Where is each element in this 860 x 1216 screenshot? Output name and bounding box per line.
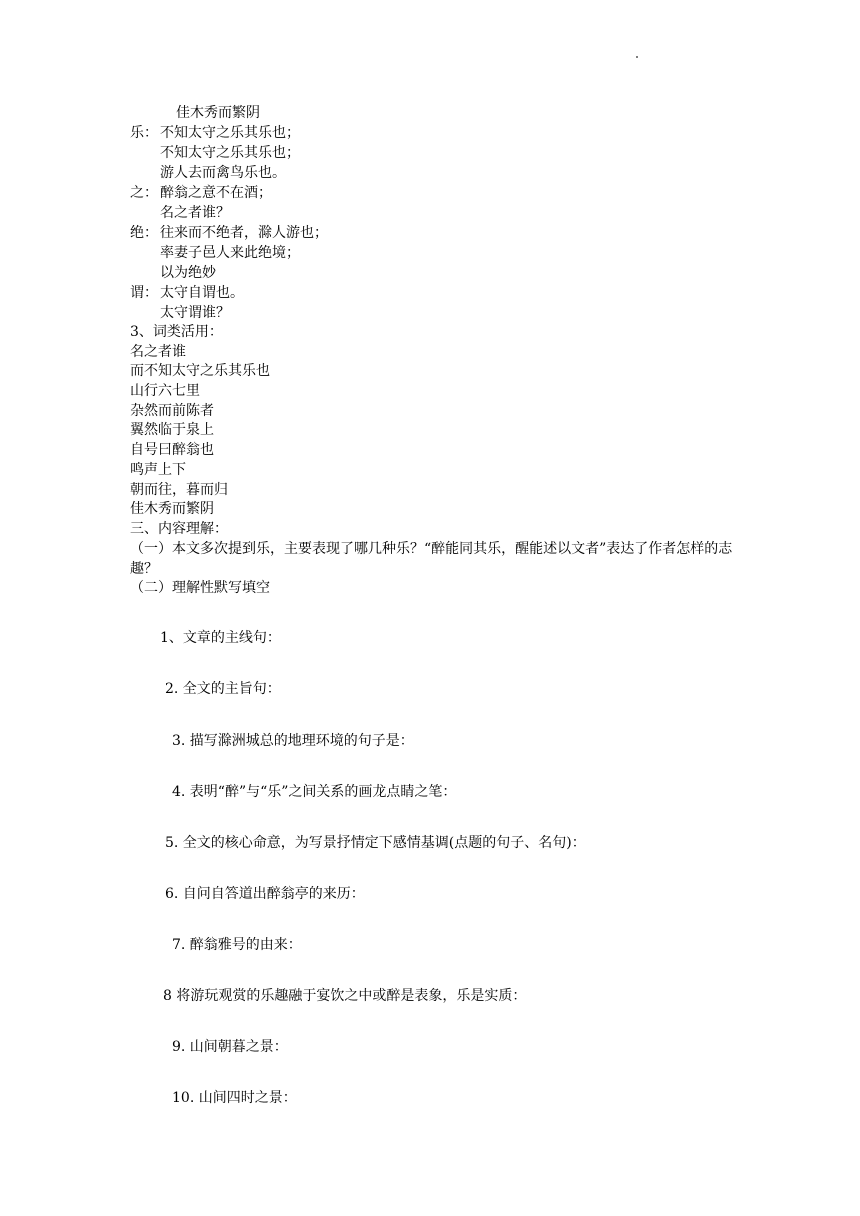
- fill-item: 7. 醉翁雅号的由来：: [172, 937, 302, 953]
- example-line: 以为绝妙: [160, 265, 216, 281]
- term-label-zhi: 之：: [130, 185, 158, 201]
- fill-item: 9. 山间朝暮之景：: [172, 1039, 288, 1055]
- term-label-jue: 绝：: [130, 225, 158, 241]
- fill-item: 10. 山间四时之景：: [172, 1090, 297, 1106]
- question-paragraph: （一）本文多次提到乐，主要表现了哪几种乐？“醉能同其乐，醒能述以文者”表达了作者怎样的志趣？: [130, 541, 733, 577]
- page-corner-mark: [636, 56, 638, 58]
- section-heading-content: 三、内容理解：: [130, 521, 228, 537]
- example-line: 率妻子邑人来此绝境；: [160, 245, 300, 261]
- list-item: 杂然而前陈者: [130, 403, 214, 419]
- subsection-heading: （二）理解性默写填空: [130, 580, 270, 596]
- section-heading-word-class: 3、词类活用：: [130, 324, 223, 340]
- fill-item: 1、文章的主线句：: [160, 630, 281, 646]
- fill-item: 2. 全文的主旨句：: [165, 681, 281, 697]
- list-item: 佳木秀而繁阴: [130, 501, 214, 517]
- example-line: 太守谓谁？: [160, 305, 230, 321]
- example-line: 太守自谓也。: [160, 285, 244, 301]
- list-item: 朝而往，暮而归: [130, 482, 228, 498]
- fill-item: 8 将游玩观赏的乐趣融于宴饮之中或醉是表象，乐是实质：: [163, 988, 527, 1004]
- list-item: 翼然临于泉上: [130, 422, 214, 438]
- example-line: 醉翁之意不在酒；: [160, 185, 272, 201]
- term-label-le: 乐：: [130, 125, 158, 141]
- example-line: 不知太守之乐其乐也；: [160, 145, 300, 161]
- example-line: 往来而不绝者，滁人游也；: [160, 225, 328, 241]
- fill-item: 6. 自问自答道出醉翁亭的来历：: [165, 886, 365, 902]
- example-line: 游人去而禽鸟乐也。: [160, 165, 286, 181]
- list-item: 而不知太守之乐其乐也: [130, 363, 270, 379]
- list-item: 自号曰醉翁也: [130, 442, 214, 458]
- list-item: 名之者谁: [130, 344, 186, 360]
- list-item: 鸣声上下: [130, 462, 186, 478]
- example-line: 不知太守之乐其乐也；: [160, 125, 300, 141]
- term-label-wei: 谓：: [130, 285, 158, 301]
- fill-item: 5. 全文的核心命意，为写景抒情定下感情基调(点题的句子、名句)：: [165, 835, 586, 851]
- fill-item: 4. 表明“醉”与“乐”之间关系的画龙点睛之笔：: [172, 784, 457, 800]
- example-line: 佳木秀而繁阴: [176, 105, 260, 121]
- example-line: 名之者谁？: [160, 205, 230, 221]
- list-item: 山行六七里: [130, 383, 200, 399]
- fill-item: 3. 描写滁洲城总的地理环境的句子是：: [172, 733, 414, 749]
